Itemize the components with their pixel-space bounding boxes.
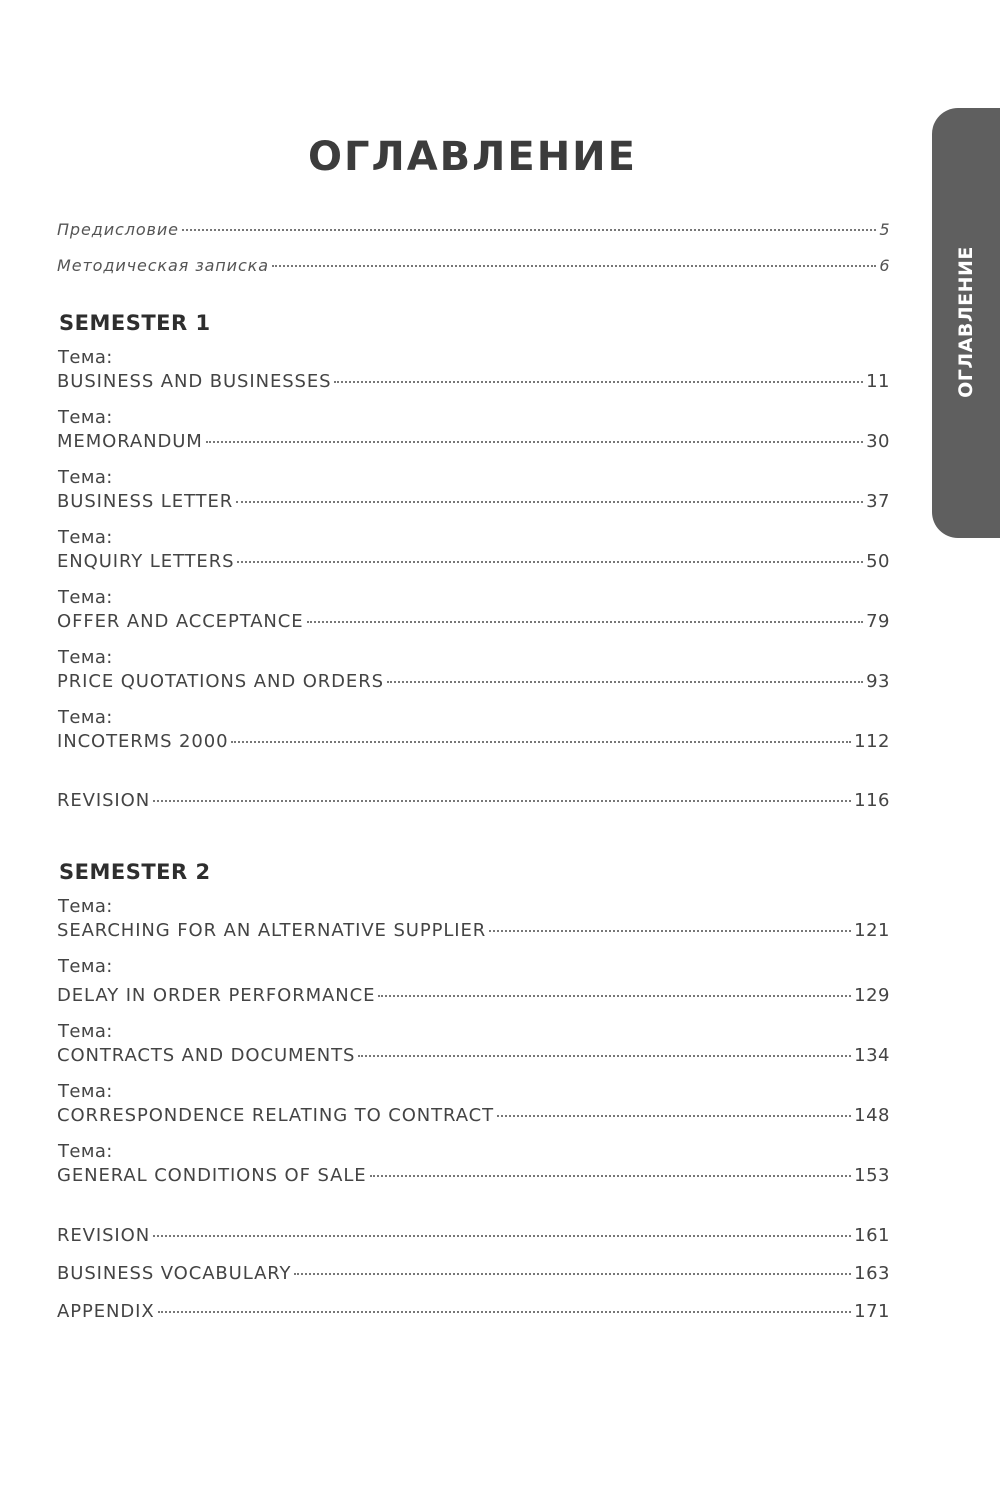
topic-prefix: Тема: xyxy=(58,1081,113,1102)
toc-entry-revision-2[interactable] xyxy=(57,1224,890,1248)
toc-entry-label: GENERAL CONDITIONS OF SALE xyxy=(57,1165,367,1186)
toc-entry-searching-for-an-alternative-supplier[interactable] xyxy=(57,919,890,943)
dot-leader xyxy=(489,930,851,932)
toc-entry-page: 5 xyxy=(879,220,890,239)
toc-entry-label: MEMORANDUM xyxy=(57,431,203,452)
toc-entry-page: 116 xyxy=(854,790,890,811)
dot-leader xyxy=(158,1311,852,1313)
toc-entry-delay-in-order-performance[interactable] xyxy=(57,984,890,1008)
toc-entry-page: 148 xyxy=(854,1105,890,1126)
dot-leader xyxy=(231,741,851,743)
toc-entry-business-vocabulary[interactable] xyxy=(57,1262,890,1286)
dot-leader xyxy=(206,441,863,443)
topic-prefix: Тема: xyxy=(58,956,113,977)
dot-leader xyxy=(272,265,876,267)
toc-entry-contracts-and-documents[interactable] xyxy=(57,1044,890,1068)
dot-leader xyxy=(370,1175,852,1177)
toc-entry-business-letter[interactable] xyxy=(57,490,890,514)
toc-entry-page: 112 xyxy=(854,731,890,752)
toc-entry-memorandum[interactable] xyxy=(57,430,890,454)
toc-entry-label: SEARCHING FOR AN ALTERNATIVE SUPPLIER xyxy=(57,920,487,941)
dot-leader xyxy=(387,681,863,683)
toc-entry-correspondence-relating-to-contract[interactable] xyxy=(57,1104,890,1128)
topic-prefix: Тема: xyxy=(58,896,113,917)
toc-entry-business-and-businesses[interactable] xyxy=(57,370,890,394)
toc-entry-page: 171 xyxy=(854,1301,890,1322)
dot-leader xyxy=(334,381,863,383)
toc-entry-methodical-note[interactable] xyxy=(57,254,890,278)
toc-entry-label: CONTRACTS AND DOCUMENTS xyxy=(57,1045,356,1066)
toc-entry-page: 153 xyxy=(854,1165,890,1186)
toc-entry-page: 161 xyxy=(854,1225,890,1246)
toc-entry-label: CORRESPONDENCE RELATING TO CONTRACT xyxy=(57,1105,494,1126)
toc-entry-label: ENQUIRY LETTERS xyxy=(57,551,235,572)
toc-entry-label: OFFER AND ACCEPTANCE xyxy=(57,611,304,632)
toc-entry-page: 129 xyxy=(854,985,890,1006)
toc-entry-label: BUSINESS VOCABULARY xyxy=(57,1263,292,1284)
toc-entry-preface[interactable] xyxy=(57,218,890,242)
dot-leader xyxy=(236,501,863,503)
toc-entry-label: BUSINESS LETTER xyxy=(57,491,234,512)
dot-leader xyxy=(497,1115,851,1117)
toc-entry-label: Предисловие xyxy=(57,220,179,239)
topic-prefix: Тема: xyxy=(58,467,113,488)
topic-prefix: Тема: xyxy=(58,347,113,368)
topic-prefix: Тема: xyxy=(58,407,113,428)
dot-leader xyxy=(378,995,851,997)
dot-leader xyxy=(307,621,864,623)
toc-entry-enquiry-letters[interactable] xyxy=(57,550,890,574)
page-title: ОГЛАВЛЕНИЕ xyxy=(308,134,637,180)
topic-prefix: Тема: xyxy=(58,527,113,548)
toc-entry-label: APPENDIX xyxy=(57,1301,155,1322)
dot-leader xyxy=(294,1273,851,1275)
toc-entry-incoterms-2000[interactable] xyxy=(57,730,890,754)
toc-entry-page: 37 xyxy=(866,491,890,512)
toc-entry-offer-and-acceptance[interactable] xyxy=(57,610,890,634)
topic-prefix: Тема: xyxy=(58,1021,113,1042)
toc-entry-label: PRICE QUOTATIONS AND ORDERS xyxy=(57,671,384,692)
toc-entry-page: 50 xyxy=(866,551,890,572)
toc-entry-label: INCOTERMS 2000 xyxy=(57,731,229,752)
toc-entry-page: 121 xyxy=(854,920,890,941)
toc-entry-page: 6 xyxy=(879,256,890,275)
toc-entry-label: REVISION xyxy=(57,790,151,811)
toc-entry-label: DELAY IN ORDER PERFORMANCE xyxy=(57,985,376,1006)
toc-entry-page: 93 xyxy=(866,671,890,692)
semester-2-heading: SEMESTER 2 xyxy=(59,860,211,884)
semester-1-heading: SEMESTER 1 xyxy=(59,311,211,335)
toc-entry-appendix[interactable] xyxy=(57,1300,890,1324)
dot-leader xyxy=(358,1055,851,1057)
dot-leader xyxy=(237,561,863,563)
topic-prefix: Тема: xyxy=(58,1141,113,1162)
topic-prefix: Тема: xyxy=(58,647,113,668)
topic-prefix: Тема: xyxy=(58,587,113,608)
toc-entry-label: REVISION xyxy=(57,1225,151,1246)
toc-entry-revision-1[interactable] xyxy=(57,789,890,813)
toc-entry-price-quotations-and-orders[interactable] xyxy=(57,670,890,694)
toc-entry-page: 134 xyxy=(854,1045,890,1066)
toc-entry-general-conditions-of-sale[interactable] xyxy=(57,1164,890,1188)
dot-leader xyxy=(153,1235,851,1237)
side-tab-label: ОГЛАВЛЕНИЕ xyxy=(955,246,977,398)
topic-prefix: Тема: xyxy=(58,707,113,728)
dot-leader xyxy=(153,800,851,802)
toc-entry-page: 11 xyxy=(866,371,890,392)
toc-entry-label: BUSINESS AND BUSINESSES xyxy=(57,371,332,392)
toc-entry-label: Методическая записка xyxy=(57,256,269,275)
toc-entry-page: 30 xyxy=(866,431,890,452)
toc-entry-page: 79 xyxy=(866,611,890,632)
dot-leader xyxy=(182,229,876,231)
toc-entry-page: 163 xyxy=(854,1263,890,1284)
